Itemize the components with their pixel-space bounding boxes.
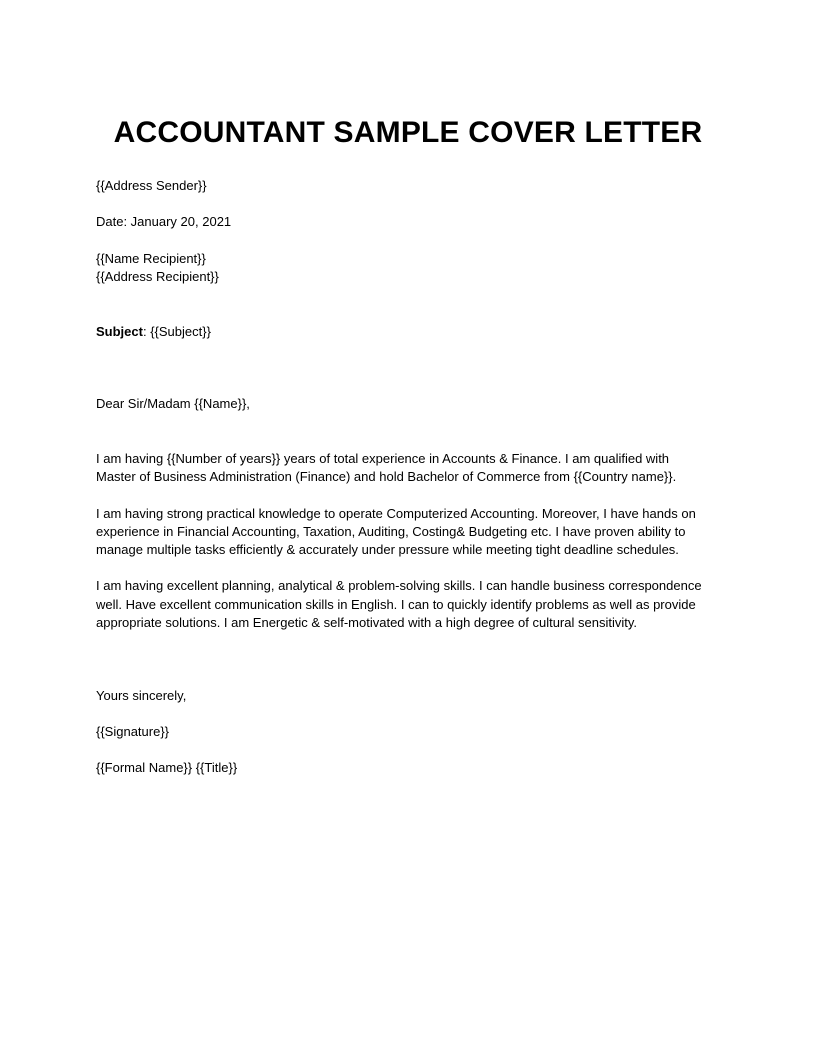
paragraph-line: well. Have excellent communication skills in English. I can to quickly identify problems as well as provide bbox=[96, 596, 696, 612]
paragraph-line: Master of Business Administration (Finance) and hold Bachelor of Commerce from {{Country name}}. bbox=[96, 469, 677, 485]
closing: Yours sincerely, bbox=[96, 687, 187, 703]
paragraph-line: I am having excellent planning, analytical & problem-solving skills. I can handle business correspondence bbox=[96, 578, 702, 594]
document-title: ACCOUNTANT SAMPLE COVER LETTER bbox=[113, 116, 703, 149]
recipient-address: {{Address Recipient}} bbox=[96, 268, 219, 284]
paragraph-line: experience in Financial Accounting, Taxation, Auditing, Costing& Budgeting etc. I have proven ability to bbox=[96, 523, 686, 539]
paragraph-line: manage multiple tasks efficiently & accurately under pressure while meeting tight deadline schedules. bbox=[96, 541, 679, 557]
paragraph-line: appropriate solutions. I am Energetic & self-motivated with a high degree of cultural sensitivity. bbox=[96, 614, 637, 630]
date-line: Date: January 20, 2021 bbox=[96, 214, 232, 230]
salutation: Dear Sir/Madam {{Name}}, bbox=[96, 396, 250, 412]
paragraph-knowledge bbox=[96, 505, 736, 560]
paragraph-line: I am having {{Number of years}} years of total experience in Accounts & Finance. I am qualified with bbox=[96, 450, 670, 466]
subject-line bbox=[96, 323, 736, 341]
signature: {{Signature}} bbox=[96, 723, 170, 739]
paragraph-skills bbox=[96, 577, 736, 632]
subject-label: Subject bbox=[96, 323, 143, 339]
letter-body bbox=[96, 177, 736, 778]
subject-value: : {{Subject}} bbox=[142, 323, 211, 339]
paragraph-experience bbox=[96, 450, 736, 486]
sender-address: {{Address Sender}} bbox=[96, 178, 207, 193]
paragraph-line: I am having strong practical knowledge to operate Computerized Accounting. Moreover, I have hands on bbox=[96, 505, 696, 521]
formal-name-title: {{Formal Name}} {{Title}} bbox=[96, 760, 238, 776]
recipient-name: {{Name Recipient}} bbox=[96, 250, 206, 266]
